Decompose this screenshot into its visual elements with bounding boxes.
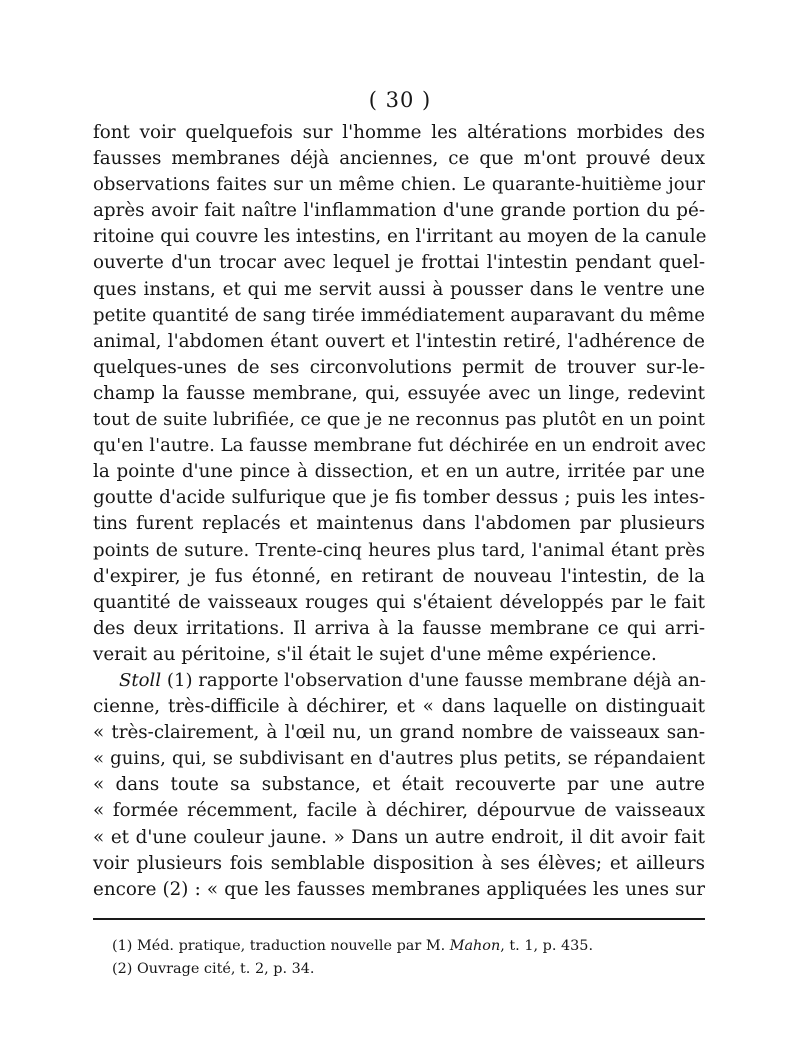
- text-line: champ la fausse membrane, qui, essuyée avec un linge, redevint: [93, 382, 705, 404]
- text-fragment: (1) rapporte l'observation d'une fausse membrane déjà an-: [161, 669, 707, 691]
- text-line: ouverte d'un trocar avec lequel je frottai l'intestin pendant quel-: [93, 252, 705, 274]
- paragraph-start: [93, 668, 705, 694]
- text-line: petite quantité de sang tirée immédiatement auparavant du même: [93, 304, 705, 326]
- page-number: ( 30 ): [368, 88, 432, 112]
- footnote-text: , t. 1, p. 435.: [500, 938, 594, 954]
- text-line: « très-clairement, à l'œil nu, un grand nombre de vaisseaux san-: [93, 722, 705, 744]
- text-line: voir plusieurs fois semblable disposition à ses élèves; et ailleurs: [93, 852, 705, 874]
- footnotes: [112, 935, 712, 980]
- text-line: font voir quelquefois sur l'homme les altérations morbides des: [93, 122, 705, 143]
- text-line: « et d'une couleur jaune. » Dans un autre endroit, il dit avoir fait: [93, 826, 705, 848]
- text-line: ritoine qui couvre les intestins, en l'irritant au moyen de la canule: [93, 226, 707, 248]
- text-line: quelques-unes de ses circonvolutions permit de trouver sur-le-: [93, 356, 705, 378]
- text-line: d'expirer, je fus étonné, en retirant de nouveau l'intestin, de la: [93, 565, 705, 587]
- author-name: Stoll: [119, 669, 162, 691]
- text-line: qu'en l'autre. La fausse membrane fut déchirée en un endroit avec: [93, 435, 706, 457]
- text-line: cienne, très-difficile à déchirer, et « dans laquelle on distinguait: [93, 696, 705, 718]
- text-line: « guins, qui, se subdivisant en d'autres plus petits, se répandaient: [93, 748, 705, 770]
- footnote-1: [112, 935, 712, 958]
- footnote-2: (2) Ouvrage cité, t. 2, p. 34.: [112, 960, 315, 977]
- text-line: tins furent replacés et maintenus dans l'abdomen par plusieurs: [93, 513, 705, 535]
- text-line: ques instans, et qui me servit aussi à pousser dans le ventre une: [93, 278, 705, 300]
- text-line: la pointe d'une pince à dissection, et en un autre, irritée par une: [93, 461, 705, 483]
- text-line: quantité de vaisseaux rouges qui s'étaient développés par le fait: [93, 591, 705, 613]
- text-line: verait au péritoine, s'il était le sujet d'une même expérience.: [93, 643, 657, 665]
- text-line: fausses membranes déjà anciennes, ce que m'ont prouvé deux: [93, 148, 705, 170]
- text-line: « dans toute sa substance, et était recouverte par une autre: [93, 774, 705, 796]
- text-line: des deux irritations. Il arriva à la fausse membrane ce qui arri-: [93, 617, 705, 639]
- text-line: « formée récemment, facile à déchirer, dépourvue de vaisseaux: [93, 800, 705, 822]
- text-line: animal, l'abdomen étant ouvert et l'intestin retiré, l'adhérence de: [93, 330, 705, 352]
- text-line: après avoir fait naître l'inflammation d'une grande portion du pé-: [93, 200, 705, 222]
- text-line: encore (2) : « que les fausses membranes appliquées les unes sur: [93, 878, 705, 900]
- body-text: [93, 120, 705, 903]
- text-line: points de suture. Trente-cinq heures plus tard, l'animal étant près: [93, 539, 705, 561]
- footnote-text: (1) Méd. pratique, traduction nouvelle par M.: [112, 938, 450, 954]
- text-line: goutte d'acide sulfurique que je fis tomber dessus ; puis les intes-: [93, 487, 705, 509]
- footnote-author: Mahon: [449, 938, 501, 954]
- footnote-divider: [93, 918, 705, 920]
- text-line: tout de suite lubrifiée, ce que je ne reconnus pas plutôt en un point: [93, 409, 705, 431]
- text-line: observations faites sur un même chien. Le quarante-huitième jour: [93, 174, 705, 196]
